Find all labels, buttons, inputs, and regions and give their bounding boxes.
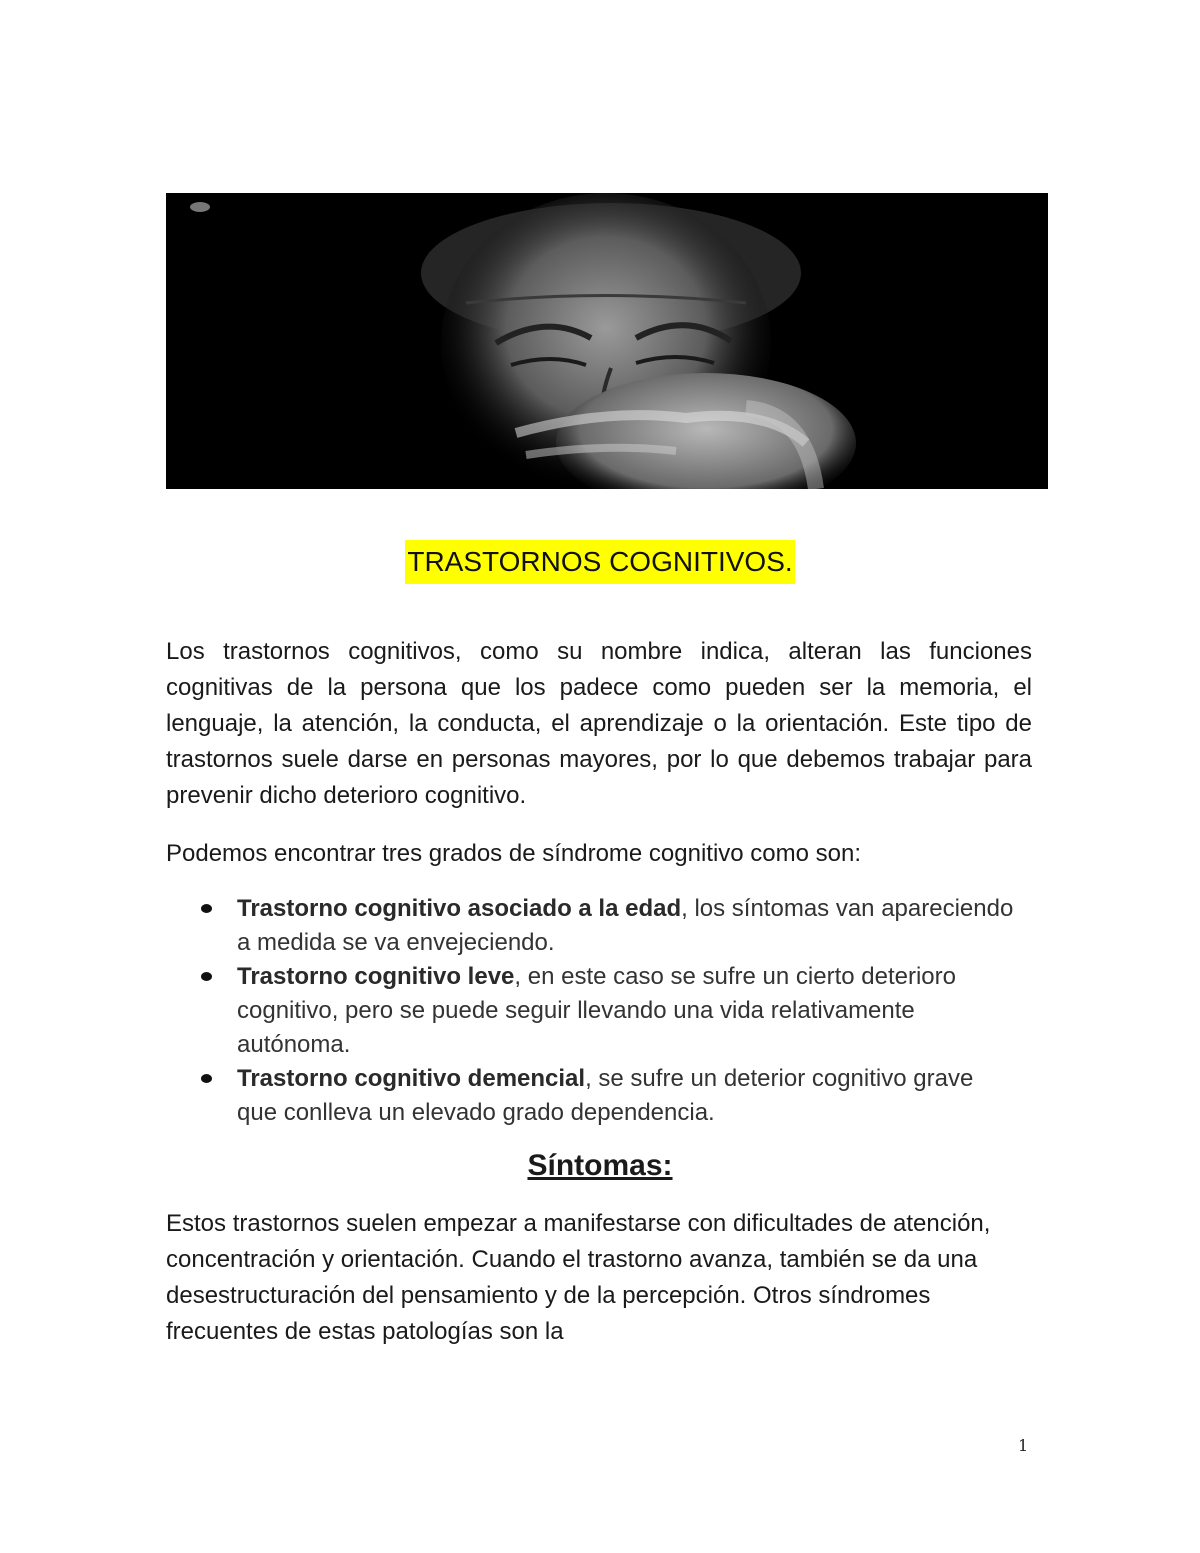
list-item [166, 960, 1016, 1062]
bullet-icon [201, 972, 212, 981]
header-photo [166, 193, 1048, 489]
document-title: TRASTORNOS COGNITIVOS. [405, 540, 794, 584]
grades-list [166, 892, 1016, 1130]
grade-text: , se sufre un deterior cognitivo grave que conlleva un elevado grado dependencia. [237, 1065, 974, 1126]
grade-term: Trastorno cognitivo asociado a la edad [237, 895, 682, 922]
corner-logo-icon [190, 202, 210, 212]
list-item [166, 892, 1016, 960]
page-number: 1 [1018, 1436, 1029, 1455]
grade-term: Trastorno cognitivo leve [237, 963, 515, 990]
grade-text: , los síntomas van apareciendo a medida se va envejeciendo. [237, 895, 1014, 956]
bullet-icon [201, 1074, 212, 1083]
intro-paragraph: Los trastornos cognitivos, como su nombre indica, alteran las funciones cognitivas de la persona que los padece como pueden ser la memoria, el lenguaje, la atención, la conducta, el aprendizaje o la orientación. Este tipo de trastornos suele darse en personas mayores, por lo que debemos trabajar para prevenir dicho deterioro cognitivo. [166, 638, 1032, 809]
symptoms-paragraph: Estos trastornos suelen empezar a manifestarse con dificultades de atención, concentración y orientación. Cuando el trastorno avanza, también se da una desestructuración del pensamiento y de la percepción. Otros síndromes frecuentes de estas patologías son la [166, 1210, 991, 1345]
grade-term: Trastorno cognitivo demencial [237, 1065, 586, 1092]
list-item [166, 1062, 1016, 1130]
grades-intro-paragraph: Podemos encontrar tres grados de síndrome cognitivo como son: [166, 840, 862, 867]
grade-text: , en este caso se sufre un cierto deterioro cognitivo, pero se puede seguir llevando una vida relativamente autónoma. [237, 963, 956, 1058]
bullet-icon [201, 904, 212, 913]
symptoms-heading: Síntomas: [527, 1149, 673, 1182]
